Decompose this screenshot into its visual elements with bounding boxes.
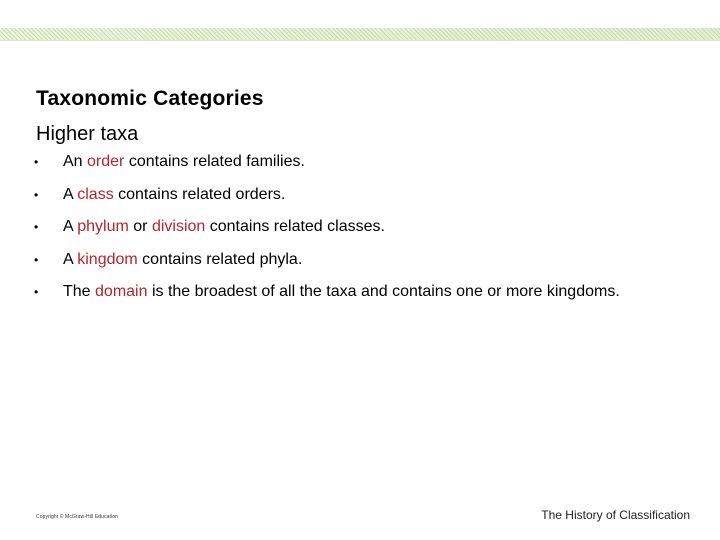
bullet-icon: •: [34, 220, 39, 234]
bullet-icon: •: [34, 252, 39, 267]
bullet-item-order: • An order contains related families.: [34, 153, 305, 170]
term-domain: domain: [95, 283, 148, 300]
slide-subtitle: Higher taxa: [36, 123, 139, 145]
term-order: order: [87, 153, 125, 170]
bullet-icon: •: [34, 155, 39, 169]
bullet-list: [34, 152, 634, 315]
bullet-item-kingdom: • A kingdom contains related phyla.: [34, 250, 303, 268]
term-class: class: [77, 185, 114, 203]
term-kingdom: kingdom: [77, 250, 138, 268]
bullet-item-class: • A class contains related orders.: [34, 185, 286, 203]
term-division: division: [151, 218, 206, 235]
decorative-top-band: [0, 28, 720, 40]
term-phylum: phylum: [77, 218, 129, 235]
bullet-item-phylum: • A phylum or division contains related classes.: [34, 218, 385, 235]
bullet-icon: •: [34, 285, 39, 299]
bullet-item-domain: • The domain is the broadest of all the taxa and contains one or more kingdoms.: [34, 283, 620, 300]
footer-title: The History of Classification: [541, 508, 690, 522]
bullet-icon: •: [34, 187, 39, 202]
copyright-notice: Copyright © McGraw-Hill Education: [36, 514, 119, 520]
slide-title: Taxonomic Categories: [36, 87, 264, 110]
decorative-band-line: [0, 40, 720, 41]
